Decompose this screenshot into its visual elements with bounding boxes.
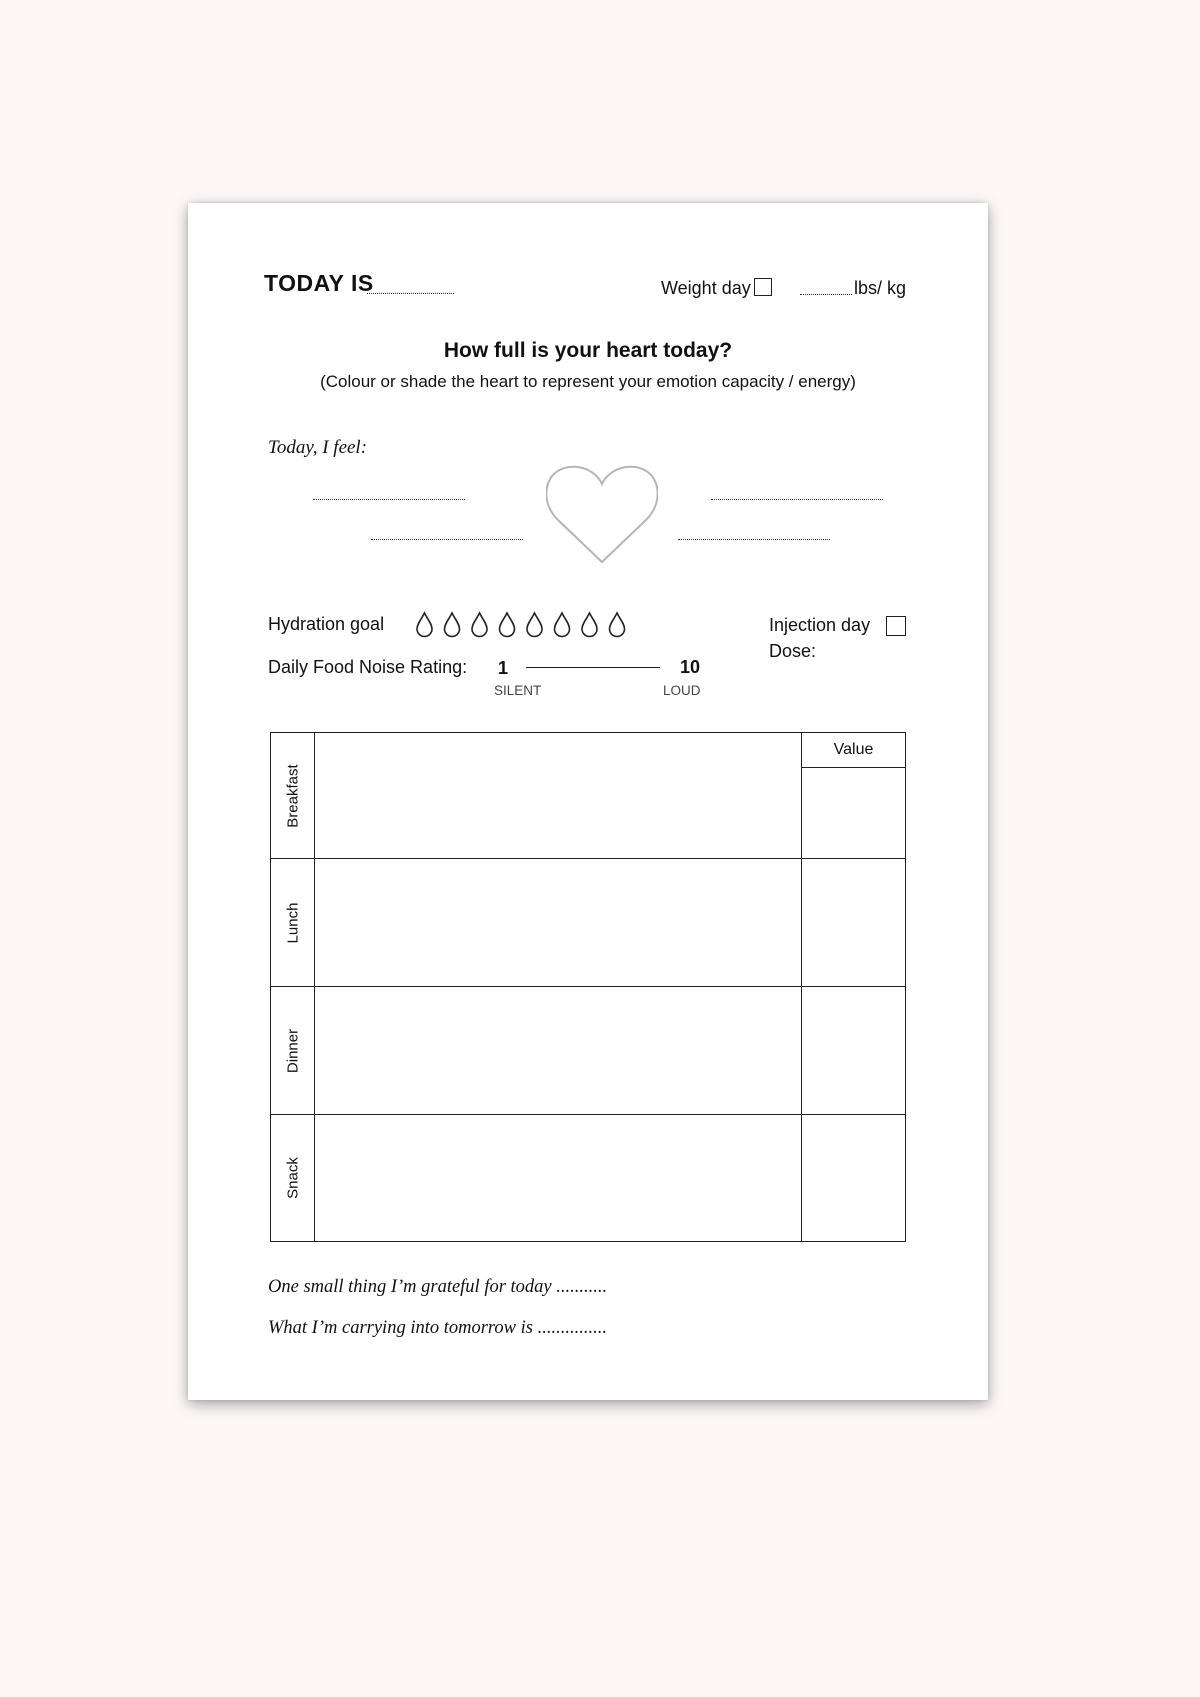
heart-instructions: (Colour or shade the heart to represent your emotion capacity / energy) bbox=[320, 372, 856, 391]
water-drop-icon bbox=[527, 613, 542, 637]
dinner-value-cell[interactable] bbox=[802, 987, 906, 1115]
meal-row-lunch bbox=[271, 859, 906, 987]
meal-label-lunch: Lunch bbox=[284, 902, 301, 943]
water-drop-icon bbox=[472, 613, 487, 637]
carry-forward-prompt: What I’m carrying into tomorrow is ............... bbox=[268, 1318, 607, 1338]
meal-label-breakfast: Breakfast bbox=[284, 763, 301, 828]
meal-label-cell bbox=[271, 859, 315, 987]
value-column-header: Value bbox=[802, 733, 906, 768]
meal-label-cell bbox=[271, 733, 315, 859]
food-noise-loud-label: LOUD bbox=[663, 683, 701, 698]
breakfast-value-cell[interactable] bbox=[802, 768, 906, 859]
feeling-line-2[interactable] bbox=[371, 539, 523, 540]
meal-log-table bbox=[270, 732, 906, 1242]
heart-question-title: How full is your heart today? bbox=[443, 339, 733, 362]
food-noise-min: 1 bbox=[498, 658, 509, 678]
lunch-notes-cell[interactable] bbox=[315, 859, 802, 987]
dinner-notes-cell[interactable] bbox=[315, 987, 802, 1115]
injection-day-checkbox[interactable] bbox=[886, 616, 906, 636]
hydration-drops bbox=[415, 611, 631, 639]
feeling-line-4[interactable] bbox=[678, 539, 830, 540]
feeling-line-1[interactable] bbox=[313, 499, 465, 500]
date-entry-line[interactable] bbox=[367, 293, 454, 294]
journal-page bbox=[188, 203, 988, 1400]
heart-outline-icon[interactable] bbox=[546, 458, 658, 564]
snack-value-cell[interactable] bbox=[802, 1115, 906, 1242]
food-noise-label: Daily Food Noise Rating: bbox=[268, 657, 468, 677]
meal-label-cell bbox=[271, 987, 315, 1115]
dose-label: Dose: bbox=[769, 641, 817, 661]
injection-day-label: Injection day bbox=[769, 615, 871, 635]
meal-label-cell bbox=[271, 1115, 315, 1242]
water-drop-icon bbox=[500, 613, 515, 637]
weight-entry-line[interactable] bbox=[800, 294, 852, 295]
food-noise-scale-line[interactable] bbox=[526, 667, 660, 668]
feeling-line-3[interactable] bbox=[711, 499, 883, 500]
water-drop-icon bbox=[417, 613, 432, 637]
today-i-feel-label: Today, I feel: bbox=[268, 437, 368, 458]
meal-label-snack: Snack bbox=[284, 1157, 301, 1199]
weight-day-label: Weight day bbox=[661, 278, 751, 298]
meal-row-breakfast bbox=[271, 733, 906, 768]
breakfast-notes-cell[interactable] bbox=[315, 733, 802, 859]
food-noise-silent-label: SILENT bbox=[494, 683, 542, 698]
snack-notes-cell[interactable] bbox=[315, 1115, 802, 1242]
weight-unit-label: lbs/ kg bbox=[854, 278, 907, 298]
hydration-goal-label: Hydration goal bbox=[268, 614, 385, 634]
weight-day-checkbox[interactable] bbox=[754, 278, 772, 296]
meal-label-dinner: Dinner bbox=[284, 1028, 301, 1073]
meal-row-snack bbox=[271, 1115, 906, 1242]
water-drop-icon bbox=[610, 613, 625, 637]
meal-row-dinner bbox=[271, 987, 906, 1115]
today-is-label: TODAY IS bbox=[264, 270, 374, 296]
water-drop-icon bbox=[582, 613, 597, 637]
water-drop-icon bbox=[555, 613, 570, 637]
water-drop-icon bbox=[445, 613, 460, 637]
lunch-value-cell[interactable] bbox=[802, 859, 906, 987]
food-noise-max: 10 bbox=[680, 657, 701, 677]
grateful-prompt: One small thing I’m grateful for today ........... bbox=[268, 1277, 608, 1297]
